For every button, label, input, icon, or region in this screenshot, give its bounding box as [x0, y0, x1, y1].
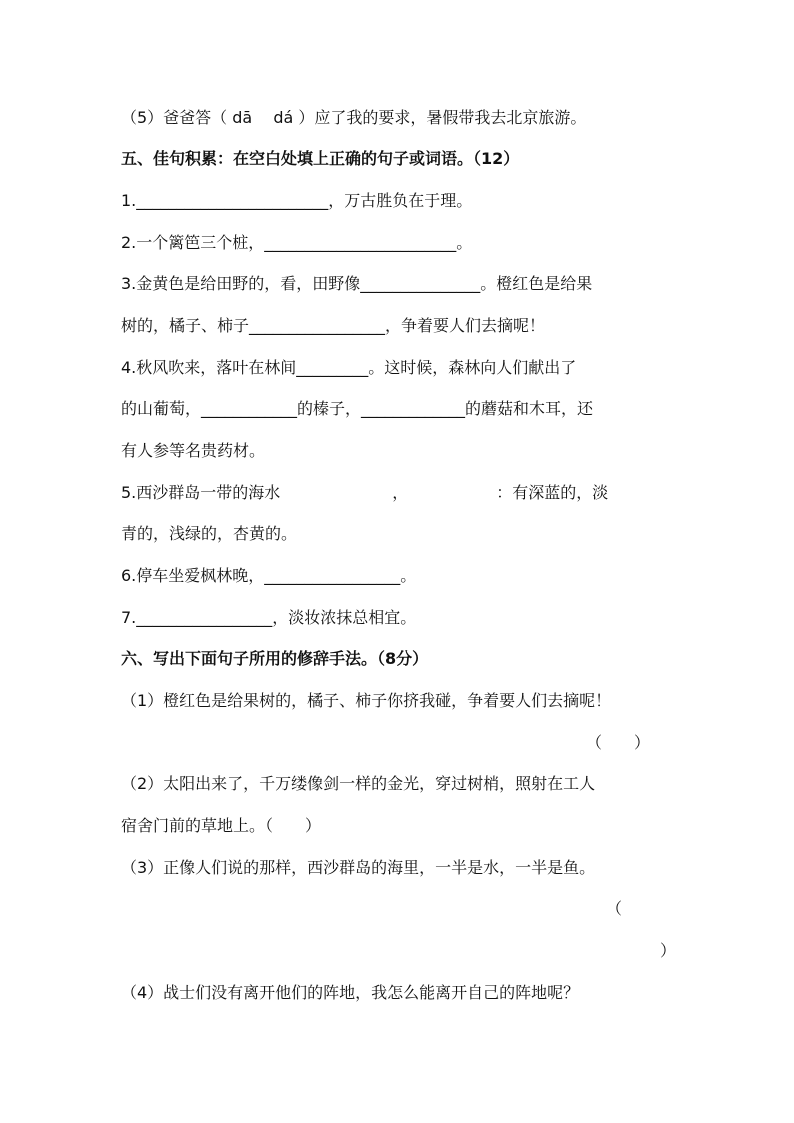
section-5-title: 五、佳句积累：在空白处填上正确的句子或词语。（12）	[121, 149, 520, 168]
section-5-item-3b: 树的，橘子、柿子_________________，争着要人们去摘呢！	[121, 316, 546, 335]
section-5-item-2: 2.一个篱笆三个桩，________________________。	[121, 233, 473, 252]
section-5-item-5b: 青的，浅绿的，杏黄的。	[121, 524, 298, 543]
question-5-line: （5）爸爸答（ dā dá ）应了我的要求，暑假带我去北京旅游。	[121, 108, 587, 127]
section-6-q3-paren-close[interactable]: ）	[660, 941, 677, 960]
section-6-q1: （1）橙红色是给果树的，橘子、柿子你挤我碰，争着要人们去摘呢！	[121, 691, 612, 710]
section-5-item-4b: 的山葡萄，____________的榛子，_____________的蘑菇和木耳，还	[121, 399, 594, 418]
section-6-q3-paren-open[interactable]: （	[606, 899, 623, 918]
section-5-item-4a: 4.秋风吹来，落叶在林间_________。这时候，森林向人们献出了	[121, 358, 577, 377]
section-6-q4: （4）战士们没有离开他们的阵地，我怎么能离开自己的阵地呢？	[121, 983, 580, 1002]
section-5-item-6: 6.停车坐爱枫林晚，_________________。	[121, 566, 417, 585]
section-5-item-3a: 3.金黄色是给田野的，看，田野像_______________。橙红色是给果	[121, 274, 593, 293]
section-5-item-7: 7._________________，淡妆浓抹总相宜。	[121, 608, 417, 627]
section-6-q2-line2: 宿舍门前的草地上。（ ）	[121, 816, 322, 835]
section-6-q3: （3）正像人们说的那样，西沙群岛的海里，一半是水，一半是鱼。	[121, 858, 596, 877]
section-6-q2-line1: （2）太阳出来了，千万缕像剑一样的金光，穿过树梢，照射在工人	[121, 774, 596, 793]
section-5-item-1: 1.________________________，万古胜负在于理。	[121, 191, 473, 210]
section-6-title: 六、写出下面句子所用的修辞手法。（8分）	[121, 649, 429, 668]
section-5-item-4c: 有人参等名贵药材。	[121, 441, 266, 460]
section-5-item-5a: 5.西沙群岛一带的海水 ， ：有深蓝的，淡	[121, 483, 609, 502]
section-6-q1-answer-paren[interactable]: （ ）	[586, 733, 651, 752]
